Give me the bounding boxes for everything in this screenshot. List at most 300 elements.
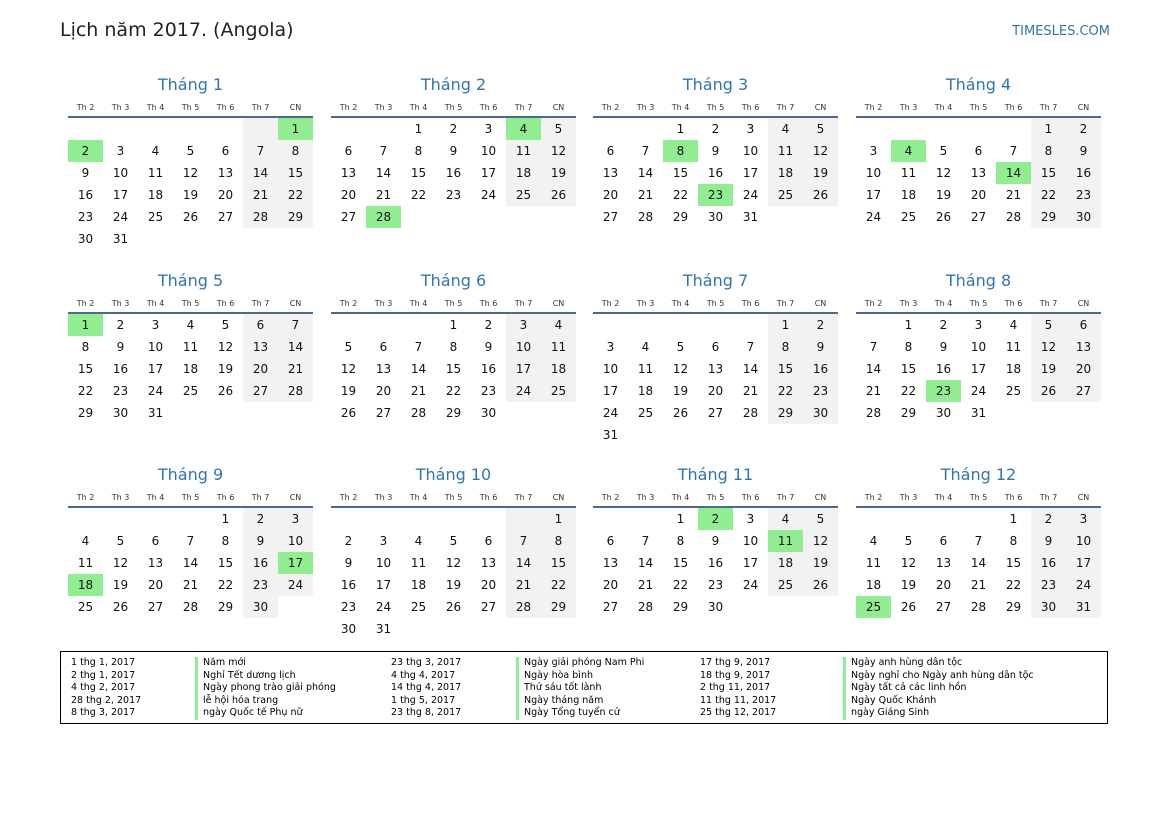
day-cell: 2: [116, 318, 125, 332]
day-cell: 17: [742, 166, 759, 180]
weekday-label: Th 5: [961, 100, 996, 117]
week-row: [856, 162, 1101, 184]
day-cell: 26: [672, 406, 689, 420]
empty-cell: [541, 402, 576, 424]
day-cell: 19: [935, 188, 952, 202]
weekday-label: Th 4: [926, 490, 961, 507]
legend-holiday-name: Nghỉ Tết dương lịch: [195, 670, 336, 683]
week-row: [593, 424, 838, 446]
week-row: [856, 117, 1101, 140]
empty-cell: [733, 424, 768, 446]
day-cell: 10: [506, 336, 541, 358]
weekday-label: Th 7: [506, 296, 541, 313]
day-cell: 19: [900, 578, 917, 592]
legend-date: 8 thg 3, 2017: [71, 707, 136, 719]
day-cell: 18: [637, 384, 654, 398]
month-calendar: [331, 460, 576, 640]
week-row: [331, 402, 576, 424]
week-row: [593, 184, 838, 206]
empty-cell: [803, 424, 838, 446]
weekday-label: Th 4: [401, 490, 436, 507]
day-cell: 27: [707, 406, 724, 420]
day-cell: 25: [900, 210, 917, 224]
day-cell: 8: [904, 340, 913, 354]
weekday-label: Th 4: [138, 100, 173, 117]
day-cell: 21: [970, 578, 987, 592]
legend-date: 2 thg 11, 2017: [700, 682, 771, 694]
legend-names-col-1: [195, 657, 336, 720]
week-row: [856, 552, 1101, 574]
month-grid: [331, 100, 576, 228]
empty-cell: [628, 507, 663, 530]
day-cell: 12: [340, 362, 357, 376]
weekday-label: Th 2: [331, 100, 366, 117]
day-cell: 19: [803, 162, 838, 184]
holiday-day-cell: 18: [68, 574, 103, 596]
holiday-day-cell: 28: [366, 206, 401, 228]
day-cell: 6: [243, 313, 278, 336]
week-row: [856, 507, 1101, 530]
day-cell: 16: [707, 166, 724, 180]
week-row: [856, 336, 1101, 358]
week-row: [331, 552, 576, 574]
day-cell: 2: [711, 122, 720, 136]
day-cell: 4: [768, 117, 803, 140]
empty-cell: [856, 117, 891, 140]
day-cell: 26: [900, 600, 917, 614]
weekday-label: Th 4: [663, 296, 698, 313]
week-row: [331, 313, 576, 336]
holiday-legend: [60, 651, 1108, 724]
day-cell: 21: [278, 358, 313, 380]
legend-date: 18 thg 9, 2017: [700, 669, 771, 681]
day-cell: 12: [900, 556, 917, 570]
day-cell: 31: [112, 232, 129, 246]
day-cell: 18: [900, 188, 917, 202]
empty-cell: [891, 117, 926, 140]
day-cell: 6: [379, 340, 388, 354]
week-row: [68, 313, 313, 336]
day-cell: 3: [1066, 507, 1101, 530]
day-cell: 8: [81, 340, 90, 354]
empty-cell: [803, 206, 838, 228]
empty-cell: [278, 402, 313, 424]
day-cell: 17: [865, 188, 882, 202]
weekday-label: Th 4: [926, 296, 961, 313]
day-cell: 25: [147, 210, 164, 224]
day-cell: 5: [449, 534, 458, 548]
day-cell: 11: [410, 556, 427, 570]
month-title: Tháng 5: [157, 271, 224, 290]
day-cell: 21: [742, 384, 759, 398]
empty-cell: [698, 424, 733, 446]
day-cell: 9: [81, 166, 90, 180]
empty-cell: [436, 206, 471, 228]
weekday-label: Th 5: [698, 490, 733, 507]
weekday-label: Th 7: [243, 100, 278, 117]
day-cell: 4: [414, 534, 423, 548]
day-cell: 6: [606, 534, 615, 548]
legend-date: 25 thg 12, 2017: [700, 707, 777, 719]
day-cell: 28: [742, 406, 759, 420]
day-cell: 27: [375, 406, 392, 420]
day-cell: 5: [186, 144, 195, 158]
empty-cell: [401, 618, 436, 640]
day-cell: 22: [672, 578, 689, 592]
month-calendar: [856, 460, 1101, 618]
weekday-label: Th 7: [1031, 100, 1066, 117]
day-cell: 29: [278, 206, 313, 228]
day-cell: 4: [186, 318, 195, 332]
month-title: Tháng 1: [157, 75, 224, 94]
day-cell: 27: [480, 600, 497, 614]
month-grid: [331, 296, 576, 424]
day-cell: 17: [112, 188, 129, 202]
day-cell: 22: [217, 578, 234, 592]
week-row: [68, 140, 313, 162]
day-cell: 21: [865, 384, 882, 398]
day-cell: 13: [707, 362, 724, 376]
legend-date: 14 thg 4, 2017: [391, 682, 462, 694]
empty-cell: [593, 313, 628, 336]
legend-holiday-name: Năm mới: [195, 657, 336, 670]
week-row: [68, 530, 313, 552]
day-cell: 5: [803, 117, 838, 140]
empty-cell: [541, 618, 576, 640]
empty-cell: [366, 117, 401, 140]
weekday-label: CN: [541, 296, 576, 313]
weekday-label: Th 4: [663, 100, 698, 117]
week-row: [593, 140, 838, 162]
day-cell: 1: [676, 512, 685, 526]
day-cell: 16: [445, 166, 462, 180]
day-cell: 15: [1005, 556, 1022, 570]
empty-cell: [698, 313, 733, 336]
month-title: Tháng 2: [420, 75, 487, 94]
week-row: [856, 206, 1101, 228]
day-cell: 3: [974, 318, 983, 332]
day-cell: 3: [484, 122, 493, 136]
day-cell: 27: [217, 210, 234, 224]
weekday-label: Th 6: [733, 490, 768, 507]
day-cell: 18: [182, 362, 199, 376]
legend-holiday-name: ngày Quốc tế Phụ nữ: [195, 707, 336, 720]
month-calendar: [68, 70, 313, 250]
empty-cell: [593, 117, 628, 140]
weekday-label: Th 6: [471, 296, 506, 313]
week-row: [331, 596, 576, 618]
day-cell: 21: [637, 188, 654, 202]
weekday-label: CN: [278, 490, 313, 507]
day-cell: 17: [147, 362, 164, 376]
day-cell: 1: [449, 318, 458, 332]
day-cell: 19: [182, 188, 199, 202]
day-cell: 5: [116, 534, 125, 548]
weekday-label: Th 7: [1031, 296, 1066, 313]
day-cell: 18: [865, 578, 882, 592]
day-cell: 28: [243, 206, 278, 228]
empty-cell: [541, 206, 576, 228]
week-row: [68, 228, 313, 250]
day-cell: 12: [803, 140, 838, 162]
day-cell: 20: [1066, 358, 1101, 380]
empty-cell: [103, 117, 138, 140]
empty-cell: [138, 228, 173, 250]
day-cell: 13: [217, 166, 234, 180]
legend-date: 23 thg 8, 2017: [391, 707, 462, 719]
day-cell: 14: [865, 362, 882, 376]
day-cell: 14: [410, 362, 427, 376]
day-cell: 9: [1066, 140, 1101, 162]
empty-cell: [138, 507, 173, 530]
day-cell: 1: [676, 122, 685, 136]
day-cell: 6: [1066, 313, 1101, 336]
day-cell: 1: [1031, 117, 1066, 140]
month-grid: [593, 490, 838, 618]
weekday-label: CN: [541, 100, 576, 117]
weekday-label: Th 7: [1031, 490, 1066, 507]
day-cell: 2: [449, 122, 458, 136]
holiday-day-cell: 17: [278, 552, 313, 574]
day-cell: 31: [1066, 596, 1101, 618]
empty-cell: [173, 402, 208, 424]
day-cell: 7: [379, 144, 388, 158]
legend-date: 23 thg 3, 2017: [391, 657, 462, 668]
day-cell: 27: [147, 600, 164, 614]
weekday-label: Th 5: [173, 490, 208, 507]
empty-cell: [401, 507, 436, 530]
day-cell: 16: [340, 578, 357, 592]
day-cell: 1: [1009, 512, 1018, 526]
week-row: [856, 402, 1101, 424]
weekday-label: CN: [1066, 100, 1101, 117]
day-cell: 4: [81, 534, 90, 548]
day-cell: 24: [970, 384, 987, 398]
weekday-label: Th 7: [768, 100, 803, 117]
weekday-label: Th 6: [471, 100, 506, 117]
day-cell: 6: [606, 144, 615, 158]
legend-holiday-name: Ngày tất cả các linh hồn: [843, 682, 1034, 695]
day-cell: 3: [278, 507, 313, 530]
weekday-label: Th 4: [926, 100, 961, 117]
week-row: [68, 402, 313, 424]
empty-cell: [173, 507, 208, 530]
day-cell: 27: [602, 600, 619, 614]
weekday-label: Th 5: [698, 100, 733, 117]
day-cell: 7: [1009, 144, 1018, 158]
day-cell: 3: [746, 512, 755, 526]
week-row: [593, 380, 838, 402]
day-cell: 29: [1005, 600, 1022, 614]
day-cell: 16: [243, 552, 278, 574]
weekday-label: Th 6: [208, 490, 243, 507]
day-cell: 27: [340, 210, 357, 224]
day-cell: 17: [1066, 552, 1101, 574]
day-cell: 28: [970, 600, 987, 614]
empty-cell: [506, 507, 541, 530]
day-cell: 8: [414, 144, 423, 158]
weekday-label: Th 3: [628, 296, 663, 313]
day-cell: 2: [344, 534, 353, 548]
day-cell: 5: [803, 507, 838, 530]
day-cell: 9: [711, 534, 720, 548]
day-cell: 18: [410, 578, 427, 592]
month-title: Tháng 7: [682, 271, 749, 290]
day-cell: 28: [637, 210, 654, 224]
day-cell: 25: [77, 600, 94, 614]
weekday-label: CN: [1066, 296, 1101, 313]
day-cell: 2: [1066, 117, 1101, 140]
day-cell: 9: [484, 340, 493, 354]
day-cell: 23: [445, 188, 462, 202]
empty-cell: [173, 117, 208, 140]
day-cell: 9: [344, 556, 353, 570]
weekday-label: Th 6: [733, 296, 768, 313]
day-cell: 24: [112, 210, 129, 224]
day-cell: 24: [742, 578, 759, 592]
day-cell: 5: [541, 117, 576, 140]
day-cell: 18: [1005, 362, 1022, 376]
day-cell: 19: [803, 552, 838, 574]
empty-cell: [471, 618, 506, 640]
empty-cell: [891, 507, 926, 530]
weekday-label: Th 5: [436, 100, 471, 117]
holiday-day-cell: 1: [68, 313, 103, 336]
empty-cell: [331, 117, 366, 140]
legend-holiday-name: Thứ sáu tốt lành: [516, 682, 644, 695]
empty-cell: [68, 117, 103, 140]
day-cell: 4: [869, 534, 878, 548]
day-cell: 24: [602, 406, 619, 420]
day-cell: 13: [602, 556, 619, 570]
empty-cell: [331, 313, 366, 336]
month-grid: [68, 296, 313, 424]
day-cell: 23: [340, 600, 357, 614]
empty-cell: [506, 206, 541, 228]
day-cell: 22: [77, 384, 94, 398]
day-cell: 16: [112, 362, 129, 376]
day-cell: 14: [637, 556, 654, 570]
week-row: [856, 596, 1101, 618]
empty-cell: [926, 117, 961, 140]
legend-holiday-name: ngày Giáng Sinh: [843, 707, 1034, 720]
week-row: [331, 117, 576, 140]
empty-cell: [208, 402, 243, 424]
day-cell: 10: [480, 144, 497, 158]
day-cell: 23: [707, 578, 724, 592]
day-cell: 15: [672, 556, 689, 570]
holiday-day-cell: 23: [698, 184, 733, 206]
weekday-label: Th 4: [138, 490, 173, 507]
day-cell: 16: [707, 556, 724, 570]
empty-cell: [926, 507, 961, 530]
day-cell: 15: [900, 362, 917, 376]
day-cell: 20: [970, 188, 987, 202]
day-cell: 17: [970, 362, 987, 376]
day-cell: 6: [711, 340, 720, 354]
week-row: [68, 184, 313, 206]
legend-holiday-name: Ngày hòa bình: [516, 670, 644, 683]
empty-cell: [996, 402, 1031, 424]
month-grid: [593, 296, 838, 446]
empty-cell: [471, 206, 506, 228]
day-cell: 21: [1005, 188, 1022, 202]
week-row: [331, 206, 576, 228]
day-cell: 20: [480, 578, 497, 592]
day-cell: 11: [182, 340, 199, 354]
day-cell: 25: [637, 406, 654, 420]
day-cell: 2: [939, 318, 948, 332]
week-row: [593, 574, 838, 596]
weekday-label: Th 5: [173, 100, 208, 117]
day-cell: 26: [182, 210, 199, 224]
month-grid: [331, 490, 576, 640]
day-cell: 15: [77, 362, 94, 376]
empty-cell: [628, 313, 663, 336]
day-cell: 11: [768, 140, 803, 162]
day-cell: 17: [375, 578, 392, 592]
day-cell: 7: [974, 534, 983, 548]
day-cell: 23: [77, 210, 94, 224]
empty-cell: [278, 228, 313, 250]
day-cell: 22: [410, 188, 427, 202]
day-cell: 16: [1066, 162, 1101, 184]
day-cell: 20: [602, 188, 619, 202]
week-row: [856, 313, 1101, 336]
month-calendar: [856, 266, 1101, 424]
month-calendar: [68, 460, 313, 618]
empty-cell: [856, 507, 891, 530]
legend-holiday-name: Ngày Tổng tuyển cử: [516, 707, 644, 720]
day-cell: 31: [742, 210, 759, 224]
day-cell: 8: [221, 534, 230, 548]
week-row: [68, 206, 313, 228]
day-cell: 7: [186, 534, 195, 548]
weekday-label: Th 6: [208, 296, 243, 313]
day-cell: 26: [217, 384, 234, 398]
weekday-label: Th 2: [856, 490, 891, 507]
empty-cell: [628, 117, 663, 140]
week-row: [331, 162, 576, 184]
month-calendar: [331, 70, 576, 228]
week-row: [68, 336, 313, 358]
day-cell: 28: [182, 600, 199, 614]
day-cell: 30: [707, 210, 724, 224]
weekday-label: CN: [278, 296, 313, 313]
day-cell: 26: [340, 406, 357, 420]
day-cell: 12: [1031, 336, 1066, 358]
day-cell: 23: [1031, 574, 1066, 596]
day-cell: 3: [746, 122, 755, 136]
day-cell: 31: [602, 428, 619, 442]
day-cell: 14: [506, 552, 541, 574]
empty-cell: [138, 117, 173, 140]
day-cell: 30: [112, 406, 129, 420]
day-cell: 7: [746, 340, 755, 354]
day-cell: 20: [147, 578, 164, 592]
day-cell: 20: [602, 578, 619, 592]
site-link[interactable]: TIMESLES.COM: [1012, 24, 1110, 39]
empty-cell: [208, 117, 243, 140]
day-cell: 30: [77, 232, 94, 246]
weekday-label: Th 5: [961, 490, 996, 507]
empty-cell: [1031, 402, 1066, 424]
week-row: [331, 618, 576, 640]
holiday-day-cell: 23: [926, 380, 961, 402]
week-row: [331, 184, 576, 206]
weekday-label: Th 4: [401, 296, 436, 313]
day-cell: 15: [410, 166, 427, 180]
